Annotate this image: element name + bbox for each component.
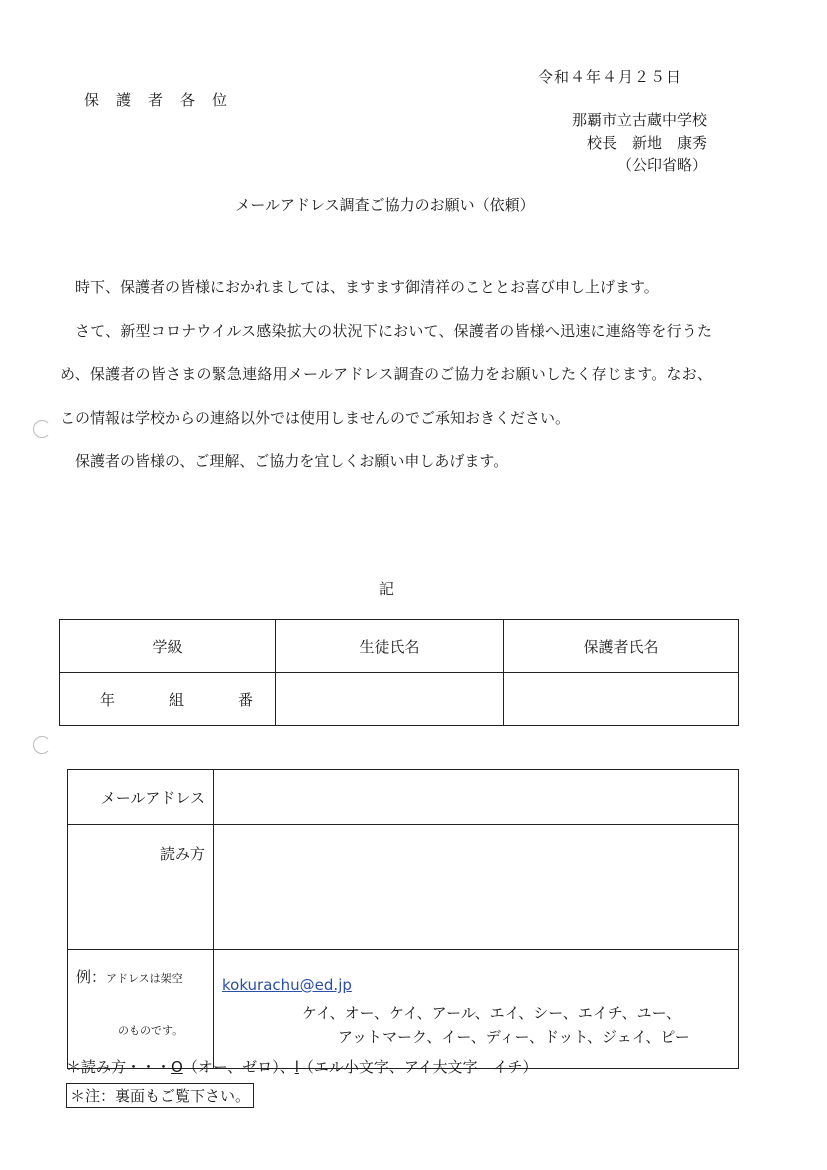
l-char: l (294, 1058, 299, 1076)
addressee: 保護者各位 (84, 91, 245, 109)
example-content-cell (214, 950, 739, 1069)
o-char: O (171, 1058, 183, 1076)
number-label: 番 (237, 690, 253, 709)
example-note-1: アドレスは架空 (106, 972, 183, 985)
header-guardian-name: 保護者氏名 (504, 620, 739, 673)
school-name: 那覇市立古蔵中学校 (571, 111, 707, 129)
document-date: 令和４年４月２５日 (538, 68, 683, 86)
email-label: メールアドレス (68, 770, 214, 825)
punch-hole-mark (33, 420, 51, 438)
student-name-field[interactable] (276, 673, 504, 726)
example-label-cell (68, 950, 214, 1069)
body-paragraph-2: さて、新型コロナウイルス感染拡大の状況下において、保護者の皆様へ迅速に連絡等を行うため、保護者の皆さまの緊急連絡用メールアドレス調査のご協力をお願いしたく存じます。なお、この情報は学校からの連絡以外では使用しませんのでご承知おきください。 (60, 321, 712, 427)
guardian-name-field[interactable] (504, 673, 739, 726)
example-note-2: のものです。 (118, 1024, 184, 1037)
reading-note: ＊読み方・・・O（オー、ゼロ）、l（エル小文字、アイ大文字 イチ） (66, 1058, 538, 1076)
reading-label: 読み方 (68, 825, 214, 950)
document-title: メールアドレス調査ご協力のお願い（依頼） (235, 196, 535, 214)
example-reading-line-1: ケイ、オー、ケイ、アール、エイ、シー、エイチ、ユー、 (302, 1004, 682, 1022)
body-paragraph-1: 時下、保護者の皆様におかれましては、ますます御清祥のこととお喜び申し上げます。 (75, 278, 659, 296)
header-student-name: 生徒氏名 (276, 620, 504, 673)
email-table (67, 769, 739, 1069)
year-label: 年 (100, 690, 116, 709)
principal-name: 校長 新地 康秀 (586, 134, 707, 152)
punch-hole-mark (33, 736, 51, 754)
body-paragraph-3: 保護者の皆様の、ご理解、ご協力を宜しくお願い申しあげます。 (75, 452, 509, 470)
back-page-note: ＊注：裏面もご覧下さい。 (66, 1083, 254, 1108)
reading-field[interactable] (214, 825, 739, 950)
example-reading-line-2: アットマーク、イー、ディー、ドット、ジェイ、ピー (338, 1028, 690, 1046)
email-field[interactable] (214, 770, 739, 825)
group-label: 組 (168, 690, 184, 709)
student-info-table (59, 619, 739, 726)
ki-heading: 記 (379, 580, 395, 598)
body-text (60, 266, 712, 484)
class-field[interactable] (60, 673, 276, 726)
example-prefix: 例：アドレスは架空 (76, 968, 183, 986)
header-class: 学級 (60, 620, 276, 673)
example-email: kokurachu@ed.jp (222, 976, 352, 994)
seal-note: （公印省略） (616, 156, 707, 174)
